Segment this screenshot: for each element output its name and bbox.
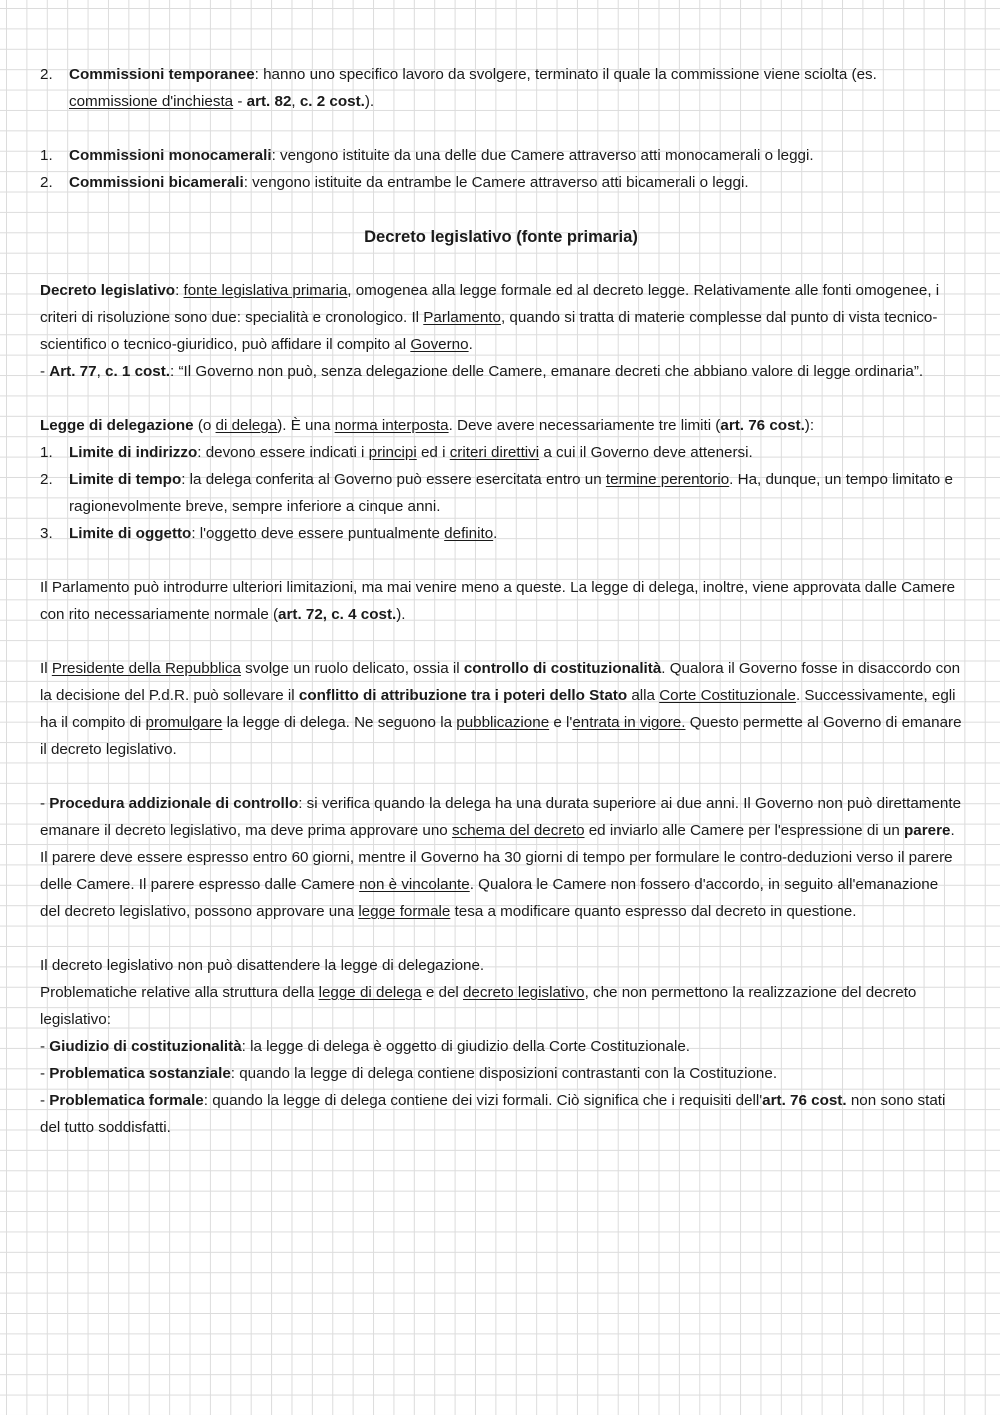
text: Il Parlamento può introdurre ulteriori limitazioni, ma mai venire meno a queste. La legge di delega, inoltre, viene approvata dalle Camere con rito necessariamente normale ( [40, 579, 956, 623]
text: e l' [549, 714, 573, 731]
underlined-commissione-inchiesta: commissione d'inchiesta [69, 93, 234, 110]
list-item-monocamerali [40, 142, 962, 169]
text: ). [396, 606, 406, 623]
text: alla [627, 687, 660, 704]
text: : si verifica quando la delega ha una durata superiore ai due anni. Il Governo non può direttamente emanare il decreto legislativo, ma deve prima approvare uno [40, 795, 962, 839]
term-legge-delegazione: Legge di delegazione [40, 417, 194, 434]
text: , [291, 93, 300, 110]
text: : vengono istituite da una delle due Camere attraverso atti monocamerali o leggi. [271, 147, 814, 164]
text: : hanno uno specifico lavoro da svolgere, terminato il quale la commissione viene sciolta (es. [254, 66, 877, 83]
text: - [40, 1092, 50, 1109]
text: : la legge di delega è oggetto di giudizio della Corte Costituzionale. [241, 1038, 690, 1055]
text: svolge un ruolo delicato, ossia il [240, 660, 464, 677]
term-giudizio-costituzionalita: Giudizio di costituzionalità [49, 1038, 242, 1055]
underlined-schema-decreto: schema del decreto [451, 822, 585, 839]
underlined-termine-perentorio: termine perentorio [605, 471, 730, 488]
text: . [468, 336, 473, 353]
term-limite-tempo: Limite di tempo [69, 471, 182, 488]
text: - [40, 1065, 50, 1082]
text: : quando la legge di delega contiene dei vizi formali. Ciò significa che i requisiti dell' [203, 1092, 763, 1109]
list-item-limite-indirizzo [40, 439, 962, 466]
underlined-parlamento: Parlamento [423, 309, 501, 326]
text: : [175, 282, 184, 299]
text: . [493, 525, 498, 542]
ref-c-2-cost: c. 2 cost. [299, 93, 365, 110]
text: Problematiche relative alla struttura della [40, 984, 319, 1001]
text: : la delega conferita al Governo può essere esercitata entro un [181, 471, 606, 488]
underlined-governo: Governo [410, 336, 469, 353]
list-number: 3. [40, 525, 53, 542]
underlined-promulgare: promulgare [145, 714, 223, 731]
term-conflitto-attribuzione: conflitto di attribuzione tra i poteri dello Stato [298, 687, 628, 704]
ref-art-76: art. 76 cost. [720, 417, 805, 434]
page-content [40, 61, 962, 1141]
text: a cui il Governo deve attenersi. [539, 444, 753, 461]
underlined-decreto-legislativo: decreto legislativo [462, 984, 585, 1001]
text: : l'oggetto deve essere puntualmente [191, 525, 445, 542]
term-problematica-formale: Problematica formale [49, 1092, 204, 1109]
paragraph-legge-delegazione [40, 412, 962, 439]
underlined-pubblicazione: pubblicazione [456, 714, 550, 731]
underlined-principi: principi [368, 444, 417, 461]
list-number: 2. [40, 66, 53, 83]
text: : vengono istituite da entrambe le Camere attraverso atti bicamerali o leggi. [243, 174, 749, 191]
text: . Il parere deve essere espresso entro 60 giorni, mentre il Governo ha 30 giorni di tempo per formulare le contro-deduzioni verso il parere delle Camere. Il parere espresso dalle Camere [40, 822, 955, 893]
term-parere: parere [904, 822, 951, 839]
underlined-non-vincolante: non è vincolante [359, 876, 470, 893]
list-item-bicamerali [40, 169, 962, 196]
text: - [40, 1038, 50, 1055]
underlined-fonte-legislativa: fonte legislativa primaria [183, 282, 348, 299]
underlined-entrata-in-vigore: entrata in vigore. [572, 714, 686, 731]
text: (o [193, 417, 216, 434]
underlined-legge-formale: legge formale [358, 903, 451, 920]
item-problematica-formale [40, 1087, 962, 1141]
text: ). [364, 93, 375, 110]
term-bicamerali: Commissioni bicamerali [69, 174, 244, 191]
paragraph-parlamento [40, 574, 962, 628]
text: non sono stati del tutto soddisfatti. [40, 1092, 946, 1136]
underlined-corte-costituzionale: Corte Costituzionale [659, 687, 796, 704]
underlined-legge-di-delega: legge di delega [318, 984, 422, 1001]
text: . Qualora le Camere non fossero d'accordo, in seguito all'emanazione del decreto legislativo, possono approvare una [40, 876, 939, 920]
item-giudizio-costituzionalita [40, 1033, 962, 1060]
term-limite-indirizzo: Limite di indirizzo [69, 444, 198, 461]
paragraph-problematiche [40, 979, 962, 1033]
text: tesa a modificare quanto espresso dal decreto in questione. [450, 903, 857, 920]
text: - [40, 363, 50, 380]
list-item-commissioni-temporanee [40, 61, 962, 115]
ref-art-72: art. 72, c. 4 cost. [278, 606, 397, 623]
list-item-limite-tempo [40, 466, 962, 520]
quote-text: : “Il Governo non può, senza delegazione delle Camere, emanare decreti che abbiano valore di legge ordinaria”. [170, 363, 924, 380]
text: la legge di delega. Ne seguono la [222, 714, 457, 731]
underlined-definito: definito [444, 525, 494, 542]
item-problematica-sostanziale [40, 1060, 962, 1087]
text: ): [804, 417, 815, 434]
paragraph-decreto-legislativo [40, 277, 962, 358]
list-number: 1. [40, 147, 53, 164]
paragraph-presidente [40, 655, 962, 763]
ref-art-76-cost: art. 76 cost. [762, 1092, 847, 1109]
text: - [40, 795, 50, 812]
text: , omogenea alla legge formale ed al decreto legge. Relativamente alle fonti omogenee, i criteri di risoluzione sono due: specialità e cronologico. Il [40, 282, 940, 326]
list-number: 2. [40, 174, 53, 191]
text: : quando la legge di delega contiene disposizioni contrastanti con la Costituzione. [230, 1065, 778, 1082]
ref-art-77: Art. 77 [49, 363, 97, 380]
underlined-criteri-direttivi: criteri direttivi [449, 444, 540, 461]
text: , che non permettono la realizzazione del decreto legislativo: [40, 984, 917, 1028]
text: , quando si tratta di materie complesse dal punto di vista tecnico-scientifico o tecnico-giuridico, può affidare il compito al [40, 309, 938, 353]
text: ). È una [277, 417, 335, 434]
term-monocamerali: Commissioni monocamerali [69, 147, 272, 164]
section-heading: Decreto legislativo (fonte primaria) [364, 227, 638, 246]
text: . Deve avere necessariamente tre limiti ( [448, 417, 721, 434]
text: . Qualora il Governo fosse in disaccordo con la decisione del P.d.R. può sollevare il [40, 660, 961, 704]
paragraph-disattendere: Il decreto legislativo non può disattendere la legge di delegazione. [40, 957, 485, 974]
term-decreto-legislativo: Decreto legislativo [40, 282, 176, 299]
term-controllo-costituzionalita: controllo di costituzionalità [463, 660, 662, 677]
text: - [233, 93, 247, 110]
text: , [96, 363, 106, 380]
underlined-norma-interposta: norma interposta [334, 417, 449, 434]
underlined-di-delega: di delega [215, 417, 278, 434]
list-number: 2. [40, 471, 53, 488]
quote-art-77 [40, 358, 962, 385]
term-commissioni-temporanee: Commissioni temporanee [69, 66, 255, 83]
ref-c-1-cost: c. 1 cost. [105, 363, 171, 380]
ref-art-82: art. 82 [246, 93, 292, 110]
term-problematica-sostanziale: Problematica sostanziale [49, 1065, 231, 1082]
term-procedura-addizionale: Procedura addizionale di controllo [49, 795, 299, 812]
list-number: 1. [40, 444, 53, 461]
text: : devono essere indicati i [197, 444, 369, 461]
text: e del [421, 984, 463, 1001]
paragraph-procedura-addizionale [40, 790, 962, 925]
text: ed inviarlo alle Camere per l'espressione di un [584, 822, 904, 839]
text: Il [40, 660, 52, 677]
term-limite-oggetto: Limite di oggetto [69, 525, 192, 542]
list-item-limite-oggetto [40, 520, 962, 547]
text: . Successivamente, egli ha il compito di [40, 687, 956, 731]
text: . Ha, dunque, un tempo limitato e ragionevolmente breve, sempre inferiore a cinque anni. [69, 471, 953, 515]
underlined-presidente-repubblica: Presidente della Repubblica [51, 660, 241, 677]
text: ed i [416, 444, 450, 461]
text: Questo permette al Governo di emanare il decreto legislativo. [40, 714, 962, 758]
